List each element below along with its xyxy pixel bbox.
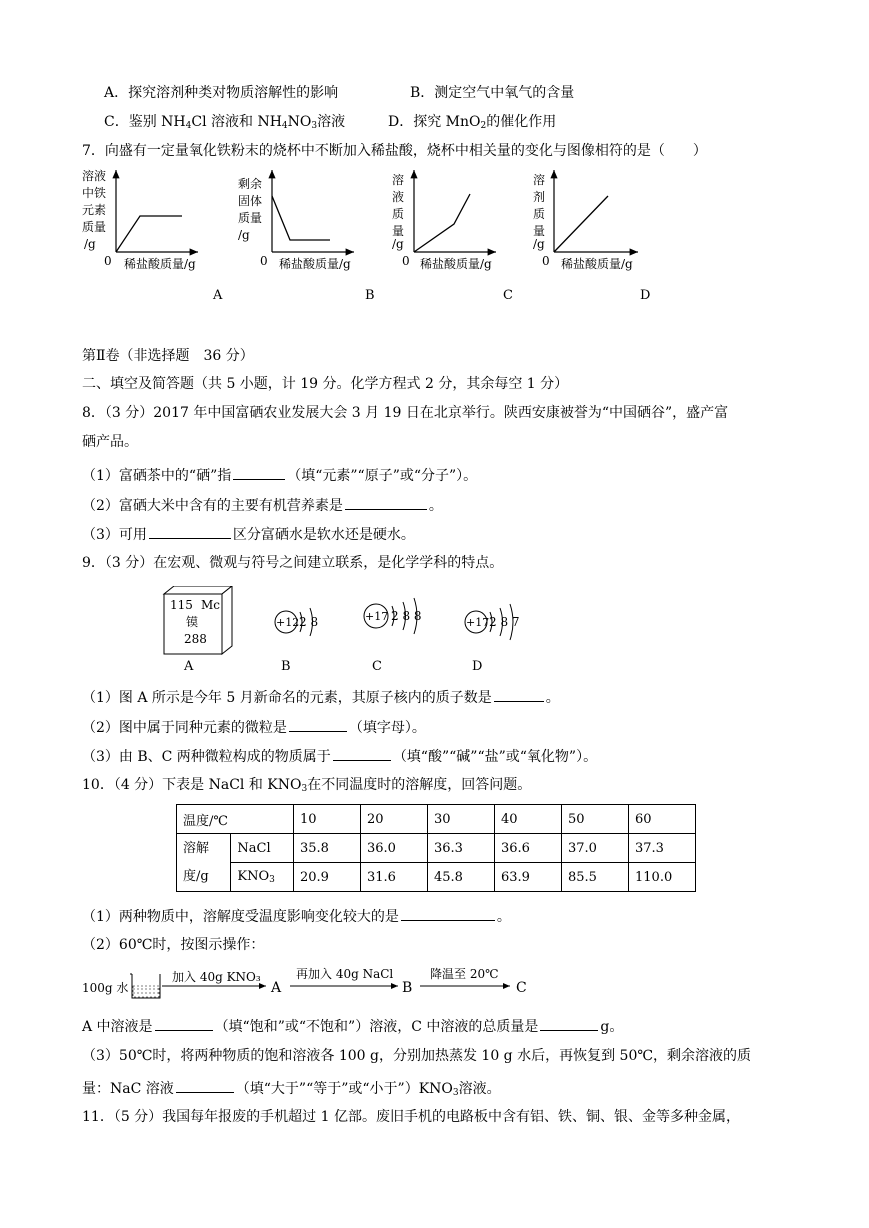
graph-a-ylabel-4: 质量 <box>82 220 107 234</box>
row-name: $KNO_3$ <box>231 863 294 892</box>
flow-step1: 加入 40g KNO₃ <box>172 970 261 984</box>
q10-flow-diagram <box>80 962 540 1002</box>
flow-state-a: A <box>271 980 282 996</box>
q8-blank-1[interactable] <box>233 465 285 480</box>
graph-b-ylabel-4: /g <box>238 228 250 242</box>
temp-30: 30 <box>428 805 495 834</box>
beaker-icon <box>130 974 160 998</box>
graph-b-xlabel: 稀盐酸质量/g <box>279 257 351 271</box>
element-symbol: Mc <box>201 598 221 612</box>
atom-c <box>364 598 422 634</box>
temp-10: 10 <box>294 805 361 834</box>
atom-d-nucleus: +17 <box>466 616 490 629</box>
graph-d-letter: D <box>640 288 651 303</box>
section-heading: 二、填空及简答题（共 5 小题，计 19 分。化学方程式 2 分，其余每空 1 分） <box>82 376 569 392</box>
graph-d-ylabel-5: /g <box>533 237 545 251</box>
q9-blank-1[interactable] <box>494 687 544 702</box>
temp-20: 20 <box>361 805 428 834</box>
graph-d-ylabel-1: 溶 <box>533 173 546 187</box>
q8-part2: （2）富硒大米中含有的主要有机营养素是 。 <box>82 495 443 515</box>
q10-blank-2[interactable] <box>155 1016 213 1031</box>
q11-stem: 11．（5 分）我国每年报废的手机超过 1 亿部。废旧手机的电路板中含有铝、铁、铜、银、金等多种金属， <box>82 1109 740 1125</box>
table-cell: 36.3 <box>428 834 495 863</box>
q10-part3-line2: 量：NaC 溶液 （填“大于”“等于”或“小于$”)KNO_3$溶液。 <box>82 1078 501 1102</box>
graph-c-letter: C <box>503 288 513 303</box>
graph-c-xlabel: 稀盐酸质量/g <box>420 257 492 271</box>
temp-40: 40 <box>495 805 562 834</box>
graph-d-curve <box>554 196 608 252</box>
solubility-label: 溶解 度/g <box>177 834 231 892</box>
q9-label-b: B <box>281 659 291 674</box>
atom-b <box>275 608 318 636</box>
table-cell: 45.8 <box>428 863 495 892</box>
q9-blank-2[interactable] <box>289 717 347 732</box>
q9-label-c: C <box>372 659 382 674</box>
part2-title: 第Ⅱ卷（非选择题 36 分） <box>82 348 254 364</box>
table-header-row <box>177 805 696 834</box>
flow-step3: 降温至 20℃ <box>430 967 499 981</box>
table-cell: 63.9 <box>495 863 562 892</box>
q9-part2: （2）图中属于同种元素的微粒是 （填字母）。 <box>82 717 426 737</box>
graph-a <box>82 168 223 303</box>
row-name: NaCl <box>231 834 294 863</box>
graph-b <box>238 170 375 303</box>
table-cell: 110.0 <box>629 863 696 892</box>
q10-part3-line1: （3）50℃时，将两种物质的饱和溶液各 100 g，分别加热蒸发 10 g 水后，再恢复到 50℃，剩余溶液的质 <box>82 1048 752 1064</box>
table-cell: 37.3 <box>629 834 696 863</box>
element-name: 镆 <box>186 615 199 629</box>
graph-a-ylabel-2: 中铁 <box>82 186 107 200</box>
solubility-table <box>176 804 696 892</box>
element-card <box>164 586 232 654</box>
q6-option-c: C．鉴别 $NH_4Cl$ 溶液和 $NH_4NO_3$溶液 <box>104 114 346 131</box>
temp-60: 60 <box>629 805 696 834</box>
atom-c-nucleus: +17 <box>365 610 389 623</box>
graph-c-ylabel-5: /g <box>392 237 404 251</box>
flow-start: 100g 水 <box>82 981 129 995</box>
q8-blank-3[interactable] <box>149 524 231 539</box>
q10-part2: （2）60℃时，按图示操作： <box>82 937 265 953</box>
q8-stem-1: 8．（3 分）2017 年中国富硒农业发展大会 3 月 19 日在北京举行。陕西安康被誉为“中国硒谷”，盛产富 <box>82 405 729 421</box>
graph-c-curve <box>414 194 470 252</box>
q6-option-a: A．探究溶剂种类对物质溶解性的影响 <box>104 85 339 101</box>
graph-a-ylabel-3: 元素 <box>82 203 107 217</box>
element-number: 115 <box>170 598 193 612</box>
table-cell: 36.0 <box>361 834 428 863</box>
graph-d-xlabel: 稀盐酸质量/g <box>561 257 633 271</box>
q10-part2-answer: A 中溶液是 （填“饱和”或“不饱和”）溶液，C 中溶液的总质量是 g。 <box>82 1016 623 1036</box>
q7-graphs <box>76 166 676 306</box>
table-cell: 20.9 <box>294 863 361 892</box>
graph-d-ylabel-4: 量 <box>533 224 546 238</box>
graph-b-origin: 0 <box>260 254 268 268</box>
q10-part1: （1）两种物质中，溶解度受温度影响变化较大的是 。 <box>82 906 511 926</box>
table-cell: 37.0 <box>562 834 629 863</box>
q9-part3: （3）由 B、C 两种微粒构成的物质属于 （填“酸”“碱”“盐”或“氧化物”）。 <box>82 746 597 766</box>
graph-b-curve <box>272 196 330 240</box>
graph-c-ylabel-3: 质 <box>392 207 405 221</box>
table-cell: 85.5 <box>562 863 629 892</box>
atom-d-shells: 2 8 7 <box>489 615 520 629</box>
q9-label-a: A <box>184 659 194 674</box>
flow-step2: 再加入 40g NaCl <box>296 967 394 981</box>
graph-d-ylabel-2: 剂 <box>533 190 546 204</box>
graph-a-letter: A <box>213 288 223 303</box>
q8-part1: （1）富硒茶中的“硒”指 （填“元素”“原子”或“分子”）。 <box>82 465 477 485</box>
atom-d <box>465 604 520 640</box>
graph-c-origin: 0 <box>402 254 410 268</box>
graph-a-curve <box>116 216 182 252</box>
q10-blank-1[interactable] <box>401 906 495 921</box>
graph-d-ylabel-3: 质 <box>533 207 546 221</box>
q9-figure <box>160 586 540 676</box>
temp-50: 50 <box>562 805 629 834</box>
table-cell: 36.6 <box>495 834 562 863</box>
graph-b-ylabel-1: 剩余 <box>238 177 263 191</box>
q10-blank-4[interactable] <box>176 1078 234 1093</box>
q6-option-b: B．测定空气中氧气的含量 <box>410 85 575 101</box>
graph-b-letter: B <box>365 288 375 303</box>
q8-stem-2: 硒产品。 <box>82 434 138 450</box>
graph-c-ylabel-2: 液 <box>392 190 405 204</box>
graph-a-ylabel-1: 溶液 <box>82 169 107 183</box>
graph-d-origin: 0 <box>542 254 550 268</box>
graph-b-ylabel-2: 固体 <box>238 194 263 208</box>
q10-stem: 10．（4 分）下表是 NaCl 和 $KNO_3$在不同温度时的溶解度，回答问题。 <box>82 777 532 794</box>
q8-blank-2[interactable] <box>345 495 427 510</box>
element-mass: 288 <box>184 632 207 646</box>
q9-stem: 9．（3 分）在宏观、微观与符号之间建立联系，是化学学科的特点。 <box>82 555 504 571</box>
graph-c-ylabel-4: 量 <box>392 224 405 238</box>
graph-c-ylabel-1: 溶 <box>392 173 405 187</box>
q9-blank-3[interactable] <box>333 746 391 761</box>
flow-state-b: B <box>402 980 413 996</box>
flow-state-c: C <box>516 980 527 996</box>
q10-blank-3[interactable] <box>540 1016 598 1031</box>
graph-a-ylabel-5: /g <box>84 237 96 251</box>
atom-c-shells: 2 8 8 <box>391 609 422 623</box>
graph-a-xlabel: 稀盐酸质量/g <box>124 257 196 271</box>
q8-part3: （3）可用 区分富硒水是软水还是硬水。 <box>82 524 415 544</box>
table-cell: 31.6 <box>361 863 428 892</box>
graph-d <box>533 170 650 303</box>
q9-label-d: D <box>472 659 483 674</box>
table-row <box>177 834 696 863</box>
graph-a-origin: 0 <box>104 254 112 268</box>
table-cell: 35.8 <box>294 834 361 863</box>
q7-stem: 7．向盛有一定量氧化铁粉末的烧杯中不断加入稀盐酸，烧杯中相关量的变化与图像相符的是（ ） <box>82 143 707 159</box>
q9-part1: （1）图 A 所示是今年 5 月新命名的元素，其原子核内的质子数是 。 <box>82 687 560 707</box>
table-row <box>177 863 696 892</box>
temp-header: 温度/℃ <box>177 805 294 834</box>
graph-c <box>392 170 513 303</box>
atom-b-shells: 2 8 <box>299 615 319 629</box>
q6-option-d: D．探究 MnO$_2$的催化作用 <box>388 114 557 131</box>
atom-b-nucleus: +12 <box>276 616 300 629</box>
graph-b-ylabel-3: 质量 <box>238 211 263 225</box>
